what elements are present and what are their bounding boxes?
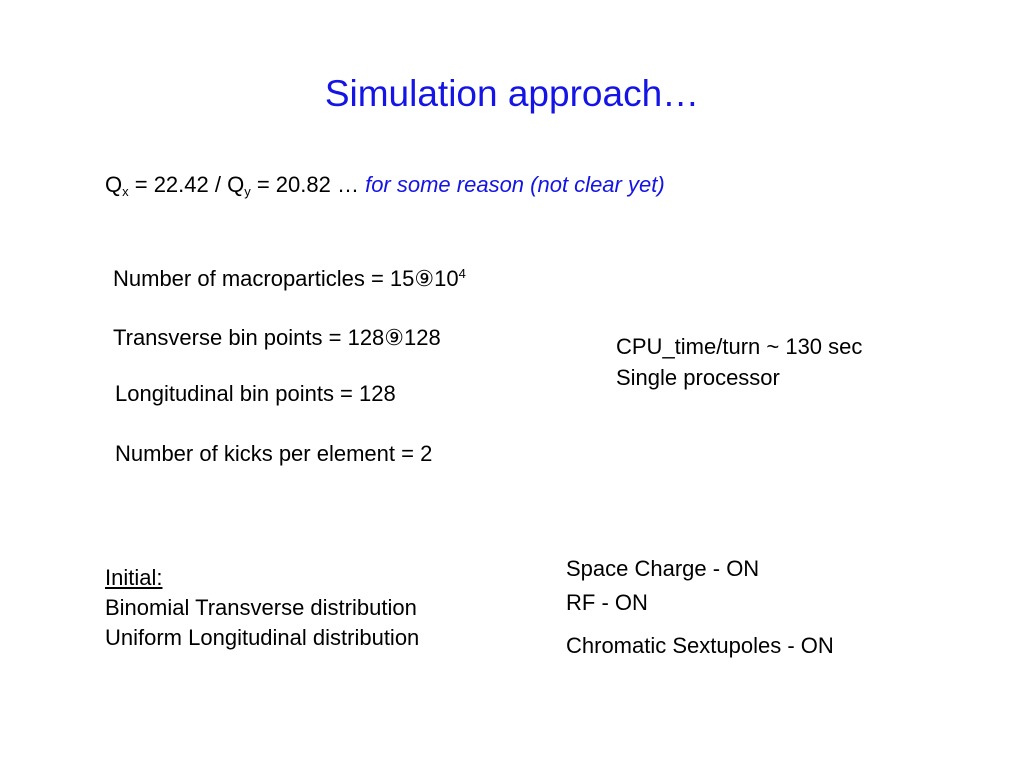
space-charge-setting: Space Charge - ON — [566, 556, 760, 581]
qy-value: = 20.82 … — [250, 172, 366, 197]
longitudinal-bins: Longitudinal bin points = 128 — [115, 381, 396, 406]
qy-label: Q — [227, 172, 245, 197]
transverse-bins: Transverse bin points = 128⑨128 — [113, 325, 441, 350]
initial-longitudinal: Uniform Longitudinal distribution — [105, 625, 420, 650]
tune-note: for some reason (not clear yet) — [365, 172, 665, 197]
qy-subscript: y — [244, 184, 251, 199]
initial-heading: Initial: — [105, 565, 163, 590]
rf-setting: RF - ON — [566, 590, 648, 615]
qx-label: Q — [105, 172, 123, 197]
macroparticles-base: 10 — [434, 266, 459, 291]
initial-transverse: Binomial Transverse distribution — [105, 595, 417, 620]
slide-title: Simulation approach… — [324, 73, 700, 114]
tune-line — [105, 170, 665, 200]
kicks-per-element: Number of kicks per element = 2 — [115, 441, 433, 466]
macroparticles-line — [113, 264, 466, 294]
chromatic-setting: Chromatic Sextupoles - ON — [566, 633, 834, 658]
macroparticles-prefix: Number of macroparticles = 15 — [113, 266, 415, 291]
cpu-time: CPU_time/turn ~ 130 sec — [616, 334, 863, 359]
processor-info: Single processor — [616, 365, 780, 390]
qx-subscript: x — [122, 184, 129, 199]
qx-value: = 22.42 / — [128, 172, 228, 197]
macroparticles-exponent: 4 — [458, 266, 466, 281]
multiply-glyph: ⑨ — [414, 266, 435, 291]
